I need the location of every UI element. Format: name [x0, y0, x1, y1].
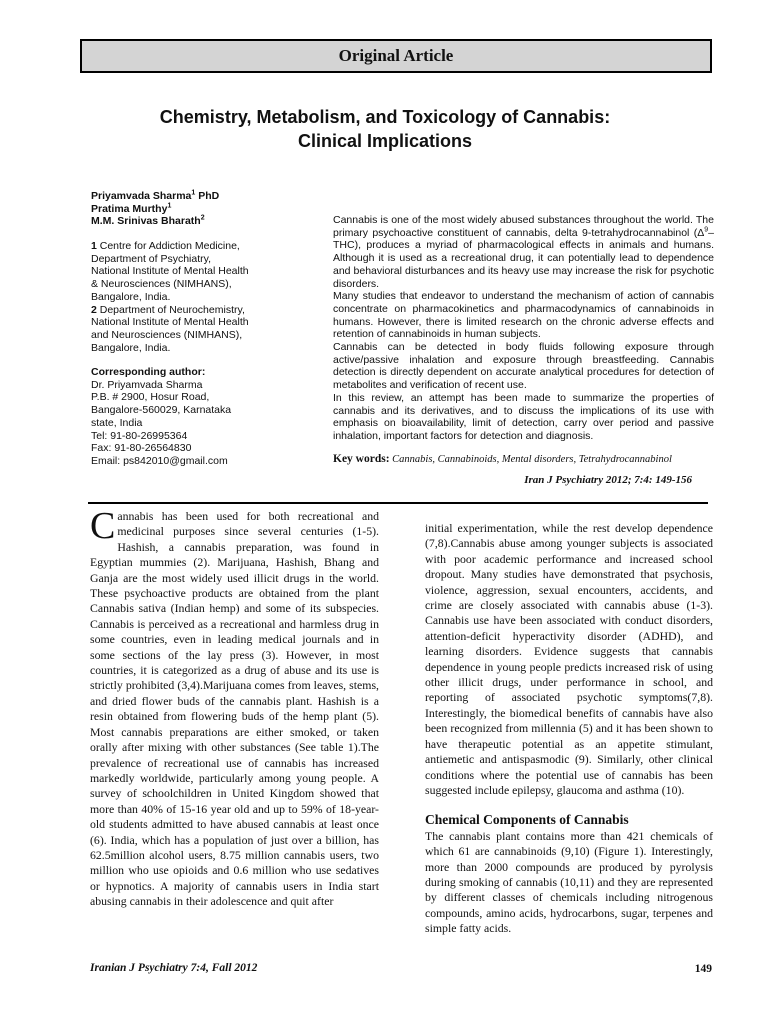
affiliation-1: 1 Centre for Addiction Medicine, — [91, 240, 240, 252]
title-line-1: Chemistry, Metabolism, and Toxicology of Cannabis: — [159, 107, 611, 127]
keywords-terms: Cannabis, Cannabinoids, Mental disorders, Tetrahydrocannabinol — [389, 454, 672, 465]
divider — [88, 502, 708, 504]
affiliation-line: Department of Psychiatry, — [91, 252, 212, 265]
footer-journal: Iranian J Psychiatry 7:4, Fall 2012 — [90, 962, 258, 974]
keywords — [333, 453, 723, 465]
section-heading: Chemical Components of Cannabis — [425, 812, 629, 828]
body-text-left: annabis has been used for both recreational and medicinal purposes since several centuries (1-5). Hashish, a cannabis preparation, was found in Egyptian mummies (2). Marijuana, Hashish, Bhang and Ganja are the most widely used illicit drugs in the world. These psychoactive products are obtained from the plant Cannabis sativa (Indian hemp) and some of its subspecies. Cannabis is perceived as a recreational and harmless drug in some countries, even in leading medical journals and in some sections of the lay press (3). However, in most countries, it is categorized as a drug of abuse and its use is strictly prohibited (3,4).Marijuana comes from leaves, stems, and dried flower buds of the cannabis plant. Hashish is a resin obtained from flowering buds of the hemp plant (5). Most cannabis preparations are either smoked, or taken orally after mixing with other substances (See table 1).The prevalence of recreational use of cannabis has increased markedly worldwide, particularly among young people. A survey of schoolchildren in United Kingdom showed that more than 40% of 15-16 year old and up to 59% of 18-year-old students admitted to have abused cannabis at least once (6). India, which has a population of just over a billion, has 62.5million alcohol users, 8.75 million cannabis users, two million who use opioids and 0.6 million who use sedatives or hypnotics. A majority of cannabis users in India start abusing cannabis in their adolescence and quit after — [90, 509, 379, 909]
corresponding-line: Dr. Priyamvada Sharma — [91, 378, 203, 391]
citation: Iran J Psychiatry 2012; 7:4: 149-156 — [524, 474, 692, 486]
body-paragraph: initial experimentation, while the rest develop dependence (7,8).Cannabis abuse among younger subjects is associated with poor academic performance and increased school dropout. Many studies have demonstrated that psychosis, violence, aggression, sexual encounters, accidents, and crime are closely associated with cannabis abuse (1-3). Cannabis use have been associated with conduct disorders, attention-deficit hyperactivity disorder (ADHD), and learning disorders. Evidence suggests that cannabis dependence in young people predicts increased risk of using other illicit drugs, under performance in school, and reporting of associated psychotic symptoms(7,8). Interestingly, the biomedical benefits of cannabis have also been recognized from millennia (5) and it has been shown to have therapeutic potential as an appetite stimulant, antiemetic and antispasmodic (9). Similarly, other clinical conditions where the potential use of cannabis has been suggested include epilepsy, glaucoma and asthma (10). — [425, 521, 713, 797]
affiliation-2: 2 Department of Neurochemistry, — [91, 303, 245, 316]
affiliation-line: and Neurosciences (NIMHANS), — [91, 328, 243, 341]
corresponding-line: Fax: 91-80-26564830 — [91, 442, 192, 455]
article-type-banner — [80, 39, 712, 73]
abstract — [333, 214, 714, 443]
abstract-paragraph-1: Cannabis is one of the most widely abused substances throughout the world. The primary psychoactive constituent of cannabis, delta 9-tetrahydrocannabinol $(\Delta^9-THC)$, produces a myriad of pharmacological effects in animals and humans. Although it is used as a recreational drug, it can potentially lead to dependence and behavioral disturbances and its heavy use may increase the risk for psychotic disorders. — [333, 214, 714, 290]
corresponding-author — [91, 366, 321, 468]
body-column-right — [425, 521, 713, 937]
corresponding-heading: Corresponding author: — [91, 366, 206, 378]
affiliation-line: National Institute of Mental Health — [91, 316, 249, 329]
article-type-label: Original Article — [338, 46, 454, 65]
abstract-paragraph-2: Many studies that endeavor to understand the mechanism of action of cannabis concentrate on pharmacokinetics and pharmacodynamics of cannabinoids in humans. However, there is limited research on the chronic adverse effects and retention of cannabinoids in human subjects. — [333, 290, 714, 341]
drop-cap: C — [90, 505, 116, 547]
corresponding-line: Tel: 91-80-26995364 — [91, 429, 188, 442]
title-line-2: Clinical Implications — [297, 131, 473, 151]
body-column-left — [90, 505, 379, 910]
author-list — [91, 190, 321, 228]
affiliation-line: Bangalore, India. — [91, 290, 171, 303]
corresponding-line: P.B. # 2900, Hosur Road, — [91, 391, 210, 404]
section-paragraph: The cannabis plant contains more than 421 chemicals of which 61 are cannabinoids (9,10) (Figure 1). Interestingly, more than 2000 compounds are produced by pyrolysis during smoking of cannabis (10,11) and they are represented by different classes of chemicals including nitrogenous compounds, amino acids, hydrocarbons, sugar, terpenes and simple fatty acids. — [425, 828, 713, 936]
page-number: 149 — [694, 963, 712, 975]
author-3: M.M. Srinivas Bharath$^2$ — [91, 214, 205, 228]
abstract-paragraph-3: Cannabis can be detected in body fluids following exposure through active/passive inhalation and exposure through breastfeeding. Cannabis detection is directly dependent on accurate analytical procedures for detection of metabolites and verification of recent use. — [333, 341, 714, 392]
affiliations — [91, 240, 321, 354]
keywords-label: Key words: — [333, 453, 390, 465]
article-title — [60, 105, 710, 153]
affiliation-line: Bangalore, India. — [91, 341, 171, 354]
affiliation-line: & Neurosciences (NIMHANS), — [91, 278, 232, 291]
corresponding-email: Email: ps842010@gmail.com — [91, 454, 228, 467]
author-2: Pratima Murthy$^1$ — [91, 202, 172, 215]
body-paragraph — [90, 505, 379, 910]
affiliation-line: National Institute of Mental Health — [91, 265, 249, 278]
corresponding-line: state, India — [91, 416, 143, 429]
corresponding-line: Bangalore-560029, Karnataka — [91, 404, 232, 417]
abstract-paragraph-4: In this review, an attempt has been made to summarize the properties of cannabis and its derivatives, and to discuss the implications of its use with emphasis on bioavailability, limit of detection, carry over period and passive inhalation, important factors for detection and diagnosis. — [333, 391, 714, 442]
author-1: Priyamvada Sharma$^1$ PhD — [91, 189, 220, 202]
